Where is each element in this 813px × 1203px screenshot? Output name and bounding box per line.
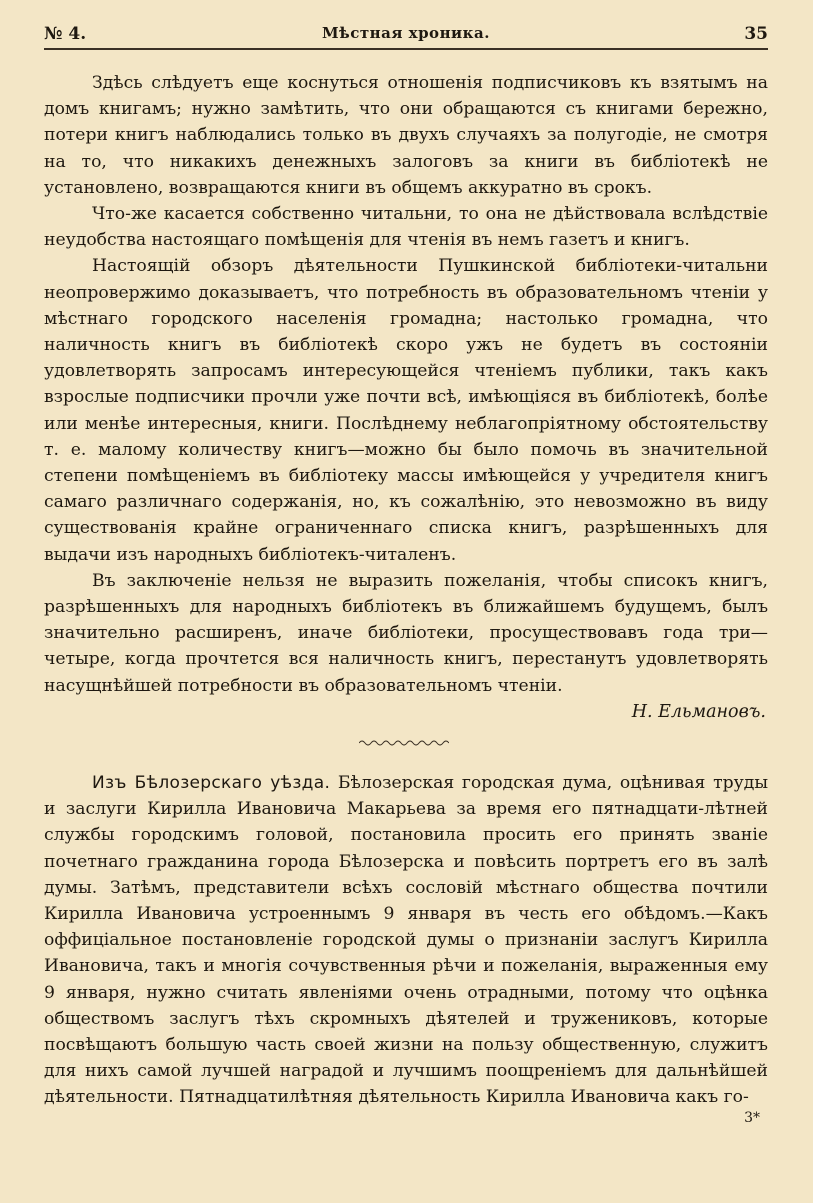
section-title: Мѣстная хроника. xyxy=(322,24,490,42)
running-header xyxy=(44,24,768,50)
paragraph: Настоящій обзоръ дѣятельности Пушкинской библіотеки-читальни неопровержимо доказываетъ, что потребность въ образовательномъ чтеніи у мѣстнаго городского населенія громадна; настолько громадна, что наличность книгъ въ библіотекѣ скоро ужъ не будетъ въ состояніи удовлетворять запросамъ интересующейся чтеніемъ публики, такъ какъ взрослые подписчики прочли уже почти всѣ, имѣющіяся въ библіотекѣ, болѣе или менѣе интересныя, книги. Послѣднему неблагопріятному обстоятельству т. е. малому количеству книгъ—можно бы было помочь въ значительной степени помѣщеніемъ въ библіотеку массы имѣющейся у учредителя книгъ самаго различнаго содержанія, но, къ сожалѣнію, это невозможно въ виду существованія крайне ограниченнаго списка книгъ, разрѣшенныхъ для выдачи изъ народныхъ библіотекъ-читаленъ. xyxy=(44,256,768,565)
article-lead: Изъ Бѣлозерскаго уѣзда. xyxy=(92,773,331,793)
paragraph: Что-же касается собственно читальни, то она не дѣйствовала вслѣдствіе неудобства настоящаго помѣщенія для чтенія въ немъ газетъ и книгъ. xyxy=(44,204,768,251)
paragraph: Въ заключеніе нельзя не выразить пожеланія, чтобы списокъ книгъ, разрѣшенныхъ для народныхъ библіотекъ въ ближайшемъ будущемъ, былъ значительно расширенъ, иначе библіотеки, просуществовавъ года три—четыре, когда прочтется вся наличность книгъ, перестанутъ удовлетворять насущнѣйшей потребности въ образовательномъ чтеніи. xyxy=(44,570,768,696)
author-signature: Н. Ельмановъ. xyxy=(631,702,766,722)
article-text: Бѣлозерская городская дума, оцѣнивая труды и заслуги Кирилла Ивановича Макарьева за время его пятнадцати-лѣтней службы городскимъ головой, постановила просить его принять званіе почетнаго гражданина города Бѣлозерска и повѣсить портретъ его въ залѣ думы. Затѣмъ, представители всѣхъ сословій мѣстнаго общества почтили Кирилла Ивановича устроеннымъ 9 января въ честь его обѣдомъ.—Какъ оффиціальное постановленіе городской думы о признаніи заслугъ Кирилла Ивановича, такъ и многія сочувственныя рѣчи и пожеланія, выраженныя ему 9 января, нужно считать явленіями очень отрадными, потому что оцѣнка обществомъ заслугъ тѣхъ скромныхъ дѣятелей и тружениковъ, которые посвѣщаютъ большую часть своей жизни на пользу общественную, служитъ для нихъ самой лучшей наградой и лучшимъ поощреніемъ для дальнѣйшей дѣятельности. Пятнадцатилѣтняя дѣятельность Кирилла Ивановича какъ го- xyxy=(44,773,769,1108)
header-rule xyxy=(44,48,768,50)
page-number: 35 xyxy=(744,24,768,44)
article-library-report xyxy=(44,70,768,699)
article-belozersk xyxy=(44,770,768,1111)
paragraph xyxy=(44,770,768,1111)
wave-ornament-icon xyxy=(359,738,449,748)
issue-number: № 4. xyxy=(44,24,87,44)
paragraph: Здѣсь слѣдуетъ еще коснуться отношенія подписчиковъ къ взятымъ на домъ книгамъ; нужно замѣтить, что они обращаются съ книгами бережно, потери книгъ наблюдались только въ двухъ случаяхъ за полугодіе, не смотря на то, что никакихъ денежныхъ залоговъ за книги въ библіотекѣ не установлено, возвращаются книги въ общемъ аккуратно въ срокъ. xyxy=(44,73,768,198)
signature-mark: 3* xyxy=(744,1110,760,1126)
